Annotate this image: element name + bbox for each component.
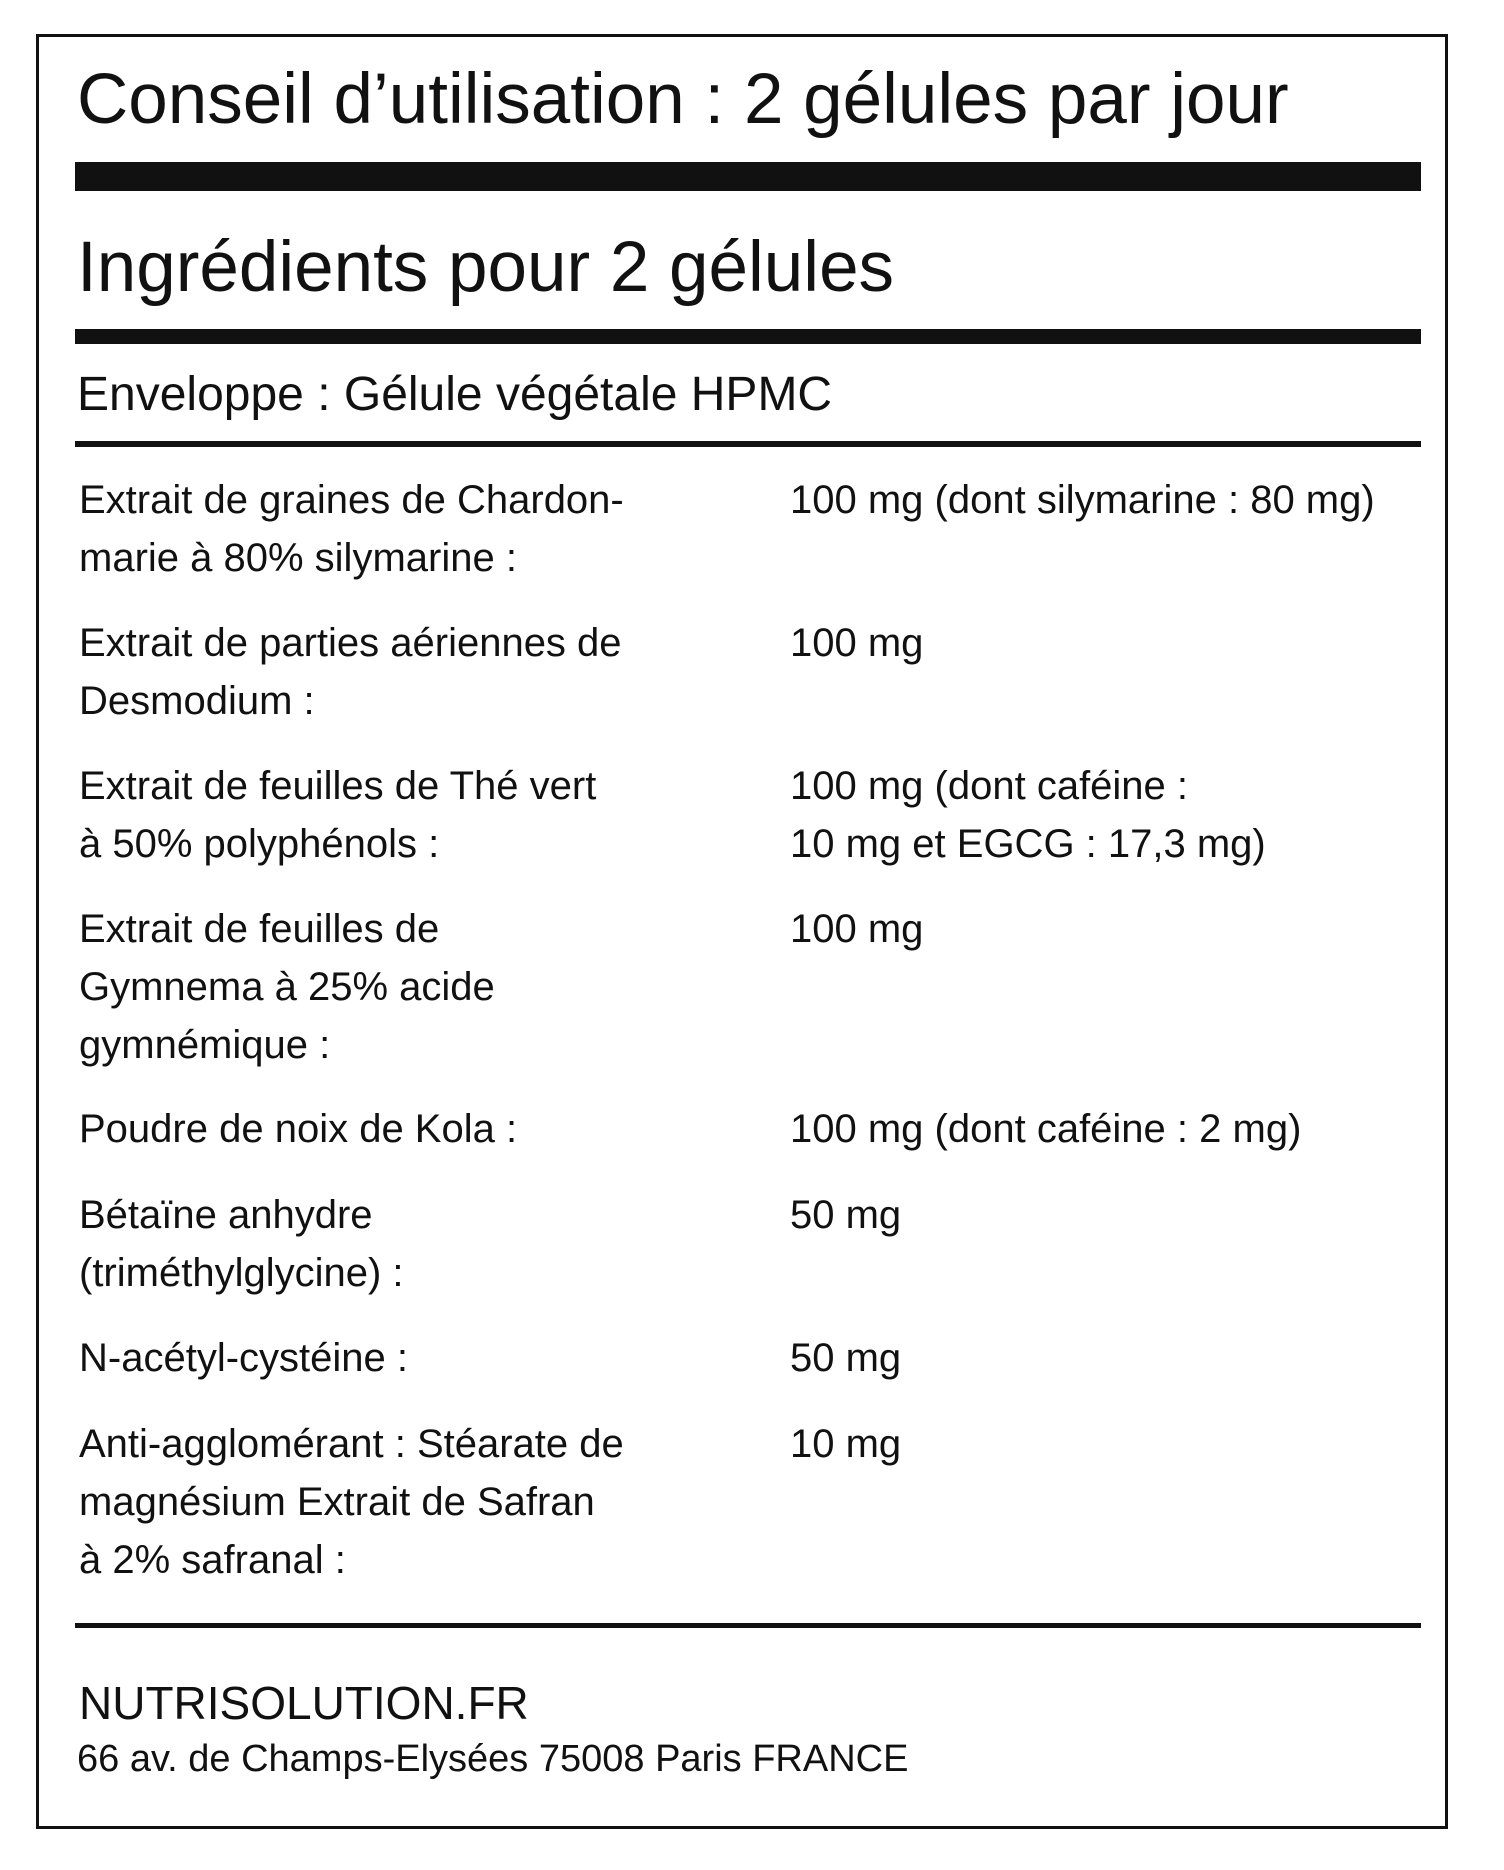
ingredient-amount: 50 mg [790, 1336, 902, 1380]
divider-thick [75, 162, 1421, 191]
ingredient-name: Bétaïne anhydre (triméthylglycine) : [79, 1193, 404, 1295]
ingredient-amount: 50 mg [790, 1193, 902, 1237]
ingredient-amount: 100 mg (dont caféine : 2 mg) [790, 1107, 1302, 1151]
envelope-line: Enveloppe : Gélule végétale HPMC [77, 368, 833, 421]
ingredient-name: Extrait de parties aériennes de Desmodium : [79, 621, 622, 723]
divider-footer [75, 1623, 1421, 1628]
ingredient-amount: 100 mg (dont silymarine : 80 mg) [790, 478, 1375, 522]
brand-name: NUTRISOLUTION.FR [79, 1677, 529, 1729]
ingredient-name: Extrait de feuilles de Thé vert à 50% polyphénols : [79, 764, 597, 866]
usage-heading: Conseil d’utilisation : 2 gélules par jour [77, 60, 1289, 139]
divider-thin [75, 441, 1421, 447]
divider-medium [75, 329, 1421, 344]
ingredient-amount: 100 mg [790, 621, 924, 665]
ingredient-name: Extrait de graines de Chardon- marie à 80% silymarine : [79, 478, 624, 580]
ingredients-heading: Ingrédients pour 2 gélules [77, 228, 895, 307]
address: 66 av. de Champs-Elysées 75008 Paris FRANCE [77, 1738, 909, 1780]
ingredient-name: Anti-agglomérant : Stéarate de magnésium Extrait de Safran à 2% safranal : [79, 1422, 624, 1582]
ingredient-name: Poudre de noix de Kola : [79, 1107, 518, 1151]
ingredient-name: N-acétyl-cystéine : [79, 1336, 408, 1380]
ingredient-amount: 100 mg [790, 907, 924, 951]
ingredient-name: Extrait de feuilles de Gymnema à 25% acide gymnémique : [79, 907, 495, 1067]
ingredient-amount: 10 mg [790, 1422, 902, 1466]
ingredient-amount: 100 mg (dont caféine : 10 mg et EGCG : 17,3 mg) [790, 764, 1266, 866]
